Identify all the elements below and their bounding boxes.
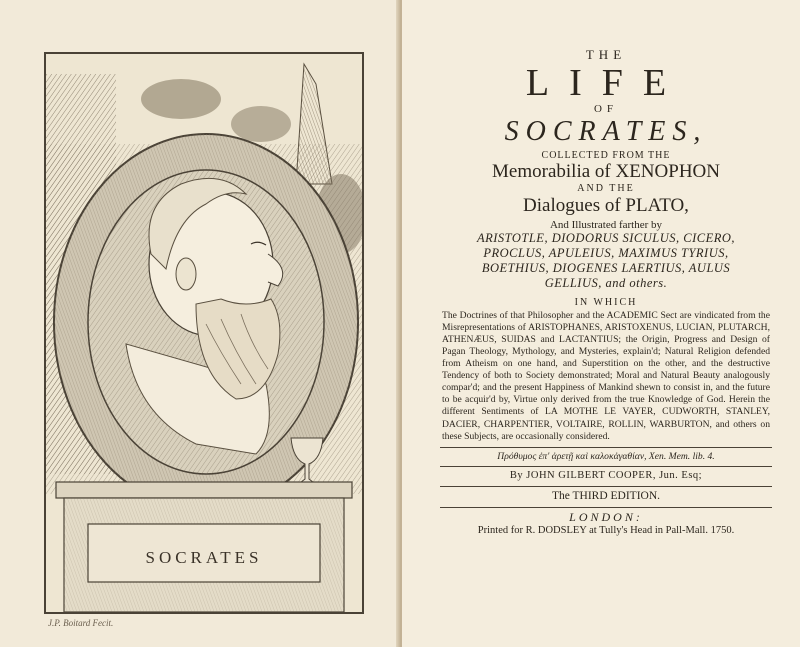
rule-divider: [440, 507, 772, 508]
subtitle-and-the: AND THE: [577, 183, 635, 195]
socrates-engraving: [46, 54, 362, 612]
description-paragraph: The Doctrines of that Philosopher and the ACADEMIC Sect are vindicated from the Misrepresentations of ARISTOPHANES, ARISTOXENUS, LUCIAN, PLUTARCH, ATHENÆUS, SUIDAS and LACTANTIUS; the Origin, Progress and Design of Pagan Theology, Mythology, and Mysteries, explain'd; Natural Religion defended from Atheism on one hand, and Superstition on the other, and the destructive Tendency of both to Society demonstrated; Moral and Natural Beauty analogously compar'd; and the present Happiness of Mankind shewn to consist in, and the future to be acquir'd by, Virtue only derived from the true Knowledge of God. Herein the different Sentiments of LA MOTHE LE VAYER, CUDWORTH, STANLEY, DACIER, CHARPENTIER, VOLTAIRE, ROLLIN, WARBURTON, and others on these Subjects, are occasionally considered.: [442, 309, 770, 442]
title-of: OF: [593, 102, 619, 115]
subtitle-memorabilia: Memorabilia of XENOPHON: [492, 161, 720, 183]
imprint-city: LONDON:: [569, 510, 643, 525]
in-which-heading: IN WHICH: [574, 297, 638, 309]
greek-epigraph: Πρόθυμος ἐπ' ἀρετῇ καὶ καλοκἀγαθίαν, Xen. Mem. lib. 4.: [497, 450, 715, 462]
author-credit: By JOHN GILBERT COOPER, Jun. Esq;: [509, 469, 703, 481]
rule-divider: [440, 486, 772, 487]
title-socrates: SOCRATES,: [504, 115, 708, 147]
rule-divider: [440, 466, 772, 467]
rule-divider: [440, 447, 772, 448]
author-line: PROCLUS, APULEIUS, MAXIMUS TYRIUS,: [483, 246, 729, 261]
subtitle-collected: COLLECTED FROM THE: [541, 149, 671, 161]
author-line: GELLIUS, and others.: [544, 276, 668, 291]
imprint-printer: Printed for R. DODSLEY at Tully's Head in Pall-Mall. 1750.: [477, 524, 735, 536]
author-line: BOETHIUS, DIOGENES LAERTIUS, AULUS: [481, 261, 731, 276]
plate-label: SOCRATES: [145, 548, 263, 567]
subtitle-illustrated: And Illustrated farther by: [549, 218, 663, 231]
subtitle-dialogues: Dialogues of PLATO,: [523, 194, 689, 216]
edition-line: The THIRD EDITION.: [551, 489, 661, 502]
author-line: ARISTOTLE, DIODORUS SICULUS, CICERO,: [476, 231, 736, 246]
engraver-credit: J.P. Boitard Fecit.: [48, 618, 114, 628]
engraving-plate: [44, 52, 364, 614]
title-the: THE: [585, 47, 627, 62]
title-page-text: [440, 48, 772, 537]
title-life: LIFE: [525, 61, 687, 104]
